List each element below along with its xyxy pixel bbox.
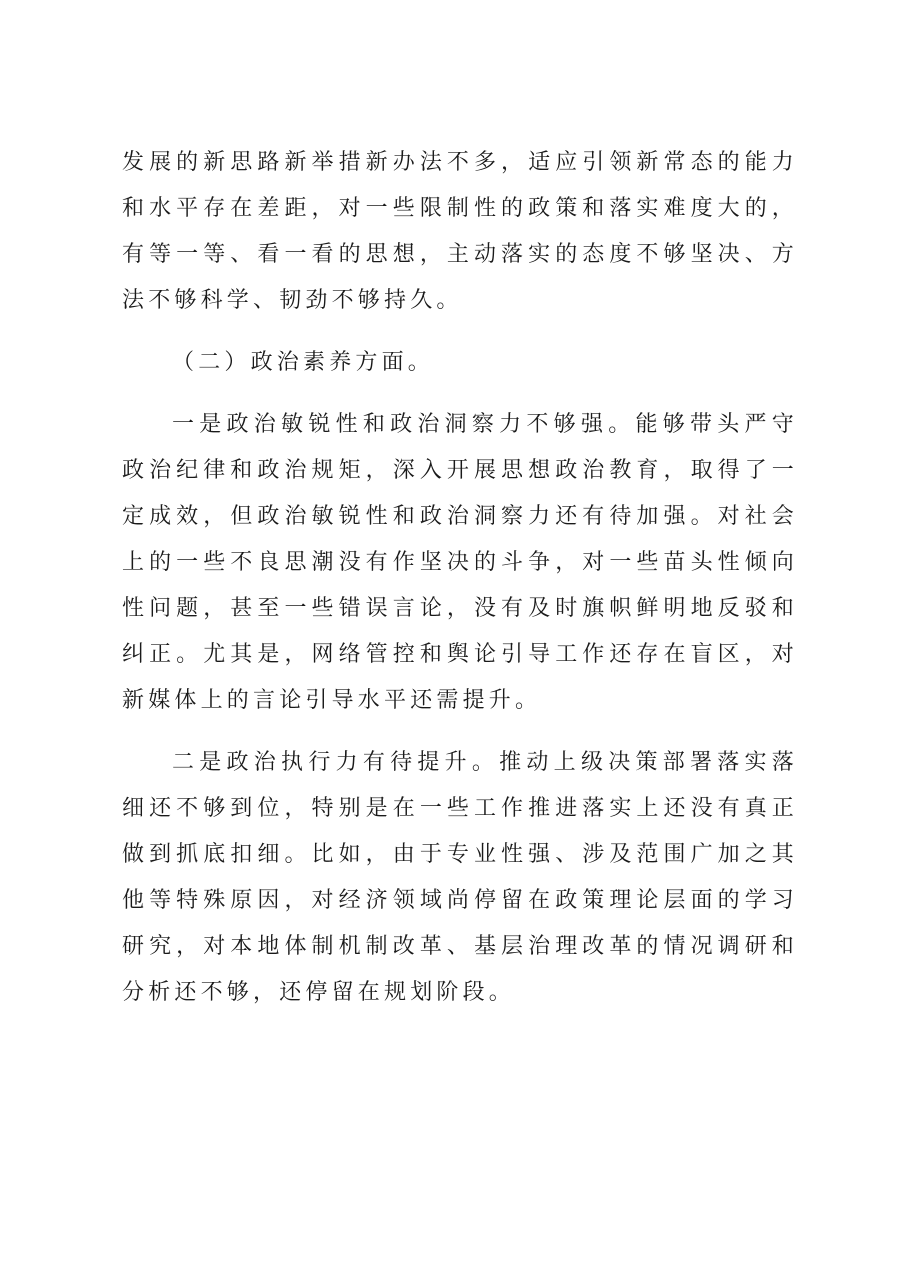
paragraph-continuation: 发展的新思路新举措新办法不多，适应引领新常态的能力和水平存在差距，对一些限制性的政策和落实难度大的，有等一等、看一看的思想，主动落实的态度不够坚决、方法不够科学、韧劲不够持久。 [122,150,798,313]
paragraph-political-sensitivity: 一是政治敏锐性和政治洞察力不够强。能够带头严守政治纪律和政治规矩，深入开展思想政治教育，取得了一定成效，但政治敏锐性和政治洞察力还有待加强。对社会上的一些不良思潮没有作坚决的斗争，对一些苗头性倾向性问题，甚至一些错误言论，没有及时旗帜鲜明地反驳和纠正。尤其是，网络管控和舆论引导工作还存在盲区，对新媒体上的言论引导水平还需提升。 [122,412,798,713]
document-body [122,140,798,1032]
paragraph-political-execution: 二是政治执行力有待提升。推动上级决策部署落实落细还不够到位，特别是在一些工作推进落实上还没有真正做到抓底扣细。比如，由于专业性强、涉及范围广加之其他等特殊原因，对经济领域尚停留在政策理论层面的学习研究，对本地体制机制改革、基层治理改革的情况调研和分析还不够，还停留在规划阶段。 [122,750,798,1005]
section-heading: （二）政治素养方面。 [172,350,435,375]
